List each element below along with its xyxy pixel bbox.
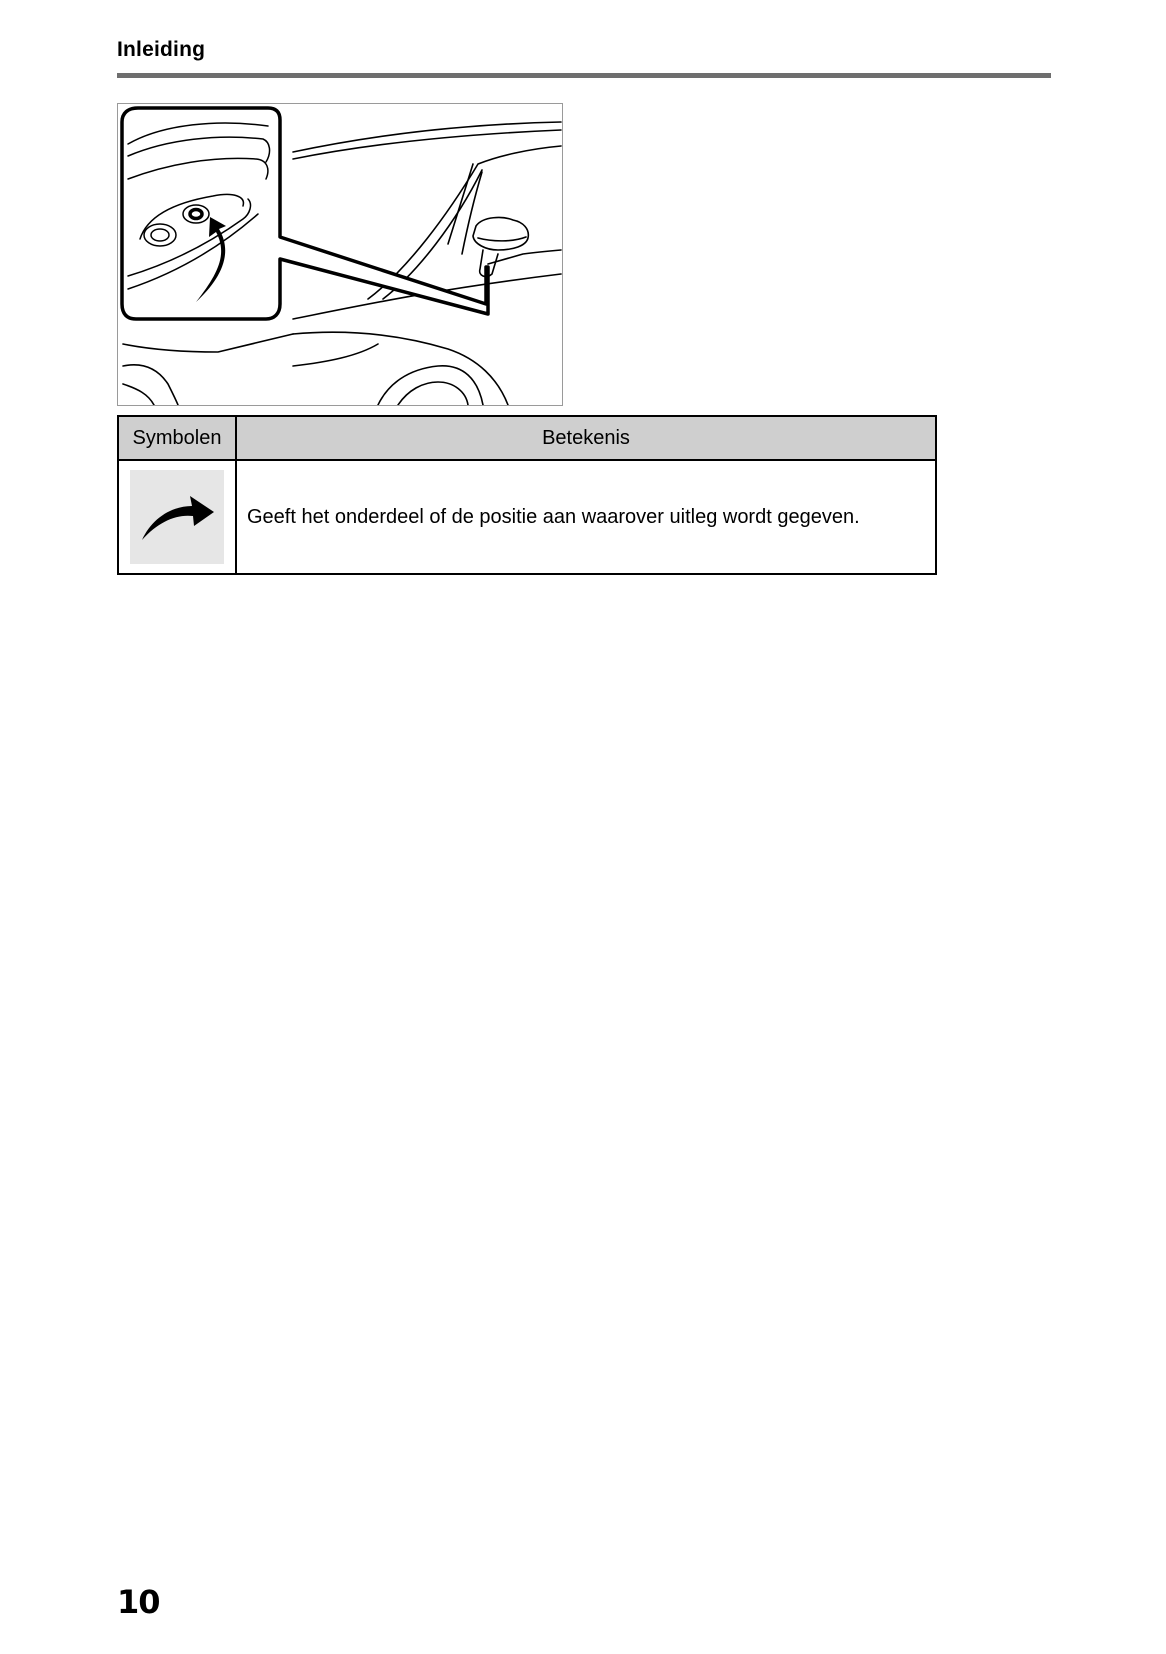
column-header-symbols: Symbolen [118, 416, 236, 460]
table-row [118, 460, 936, 574]
symbol-cell [118, 460, 236, 574]
curved-arrow-icon [138, 492, 216, 542]
header-divider [117, 73, 1051, 78]
column-header-meaning: Betekenis [236, 416, 936, 460]
symbol-box [130, 470, 224, 564]
symbols-table [117, 415, 937, 575]
page-number: 10 [117, 1583, 160, 1621]
meaning-cell: Geeft het onderdeel of de positie aan waarover uitleg wordt gegeven. [236, 460, 936, 574]
section-title: Inleiding [117, 38, 206, 61]
car-door-mirror-illustration [118, 104, 562, 405]
car-illustration-figure [117, 103, 563, 406]
table-header-row [118, 416, 936, 460]
